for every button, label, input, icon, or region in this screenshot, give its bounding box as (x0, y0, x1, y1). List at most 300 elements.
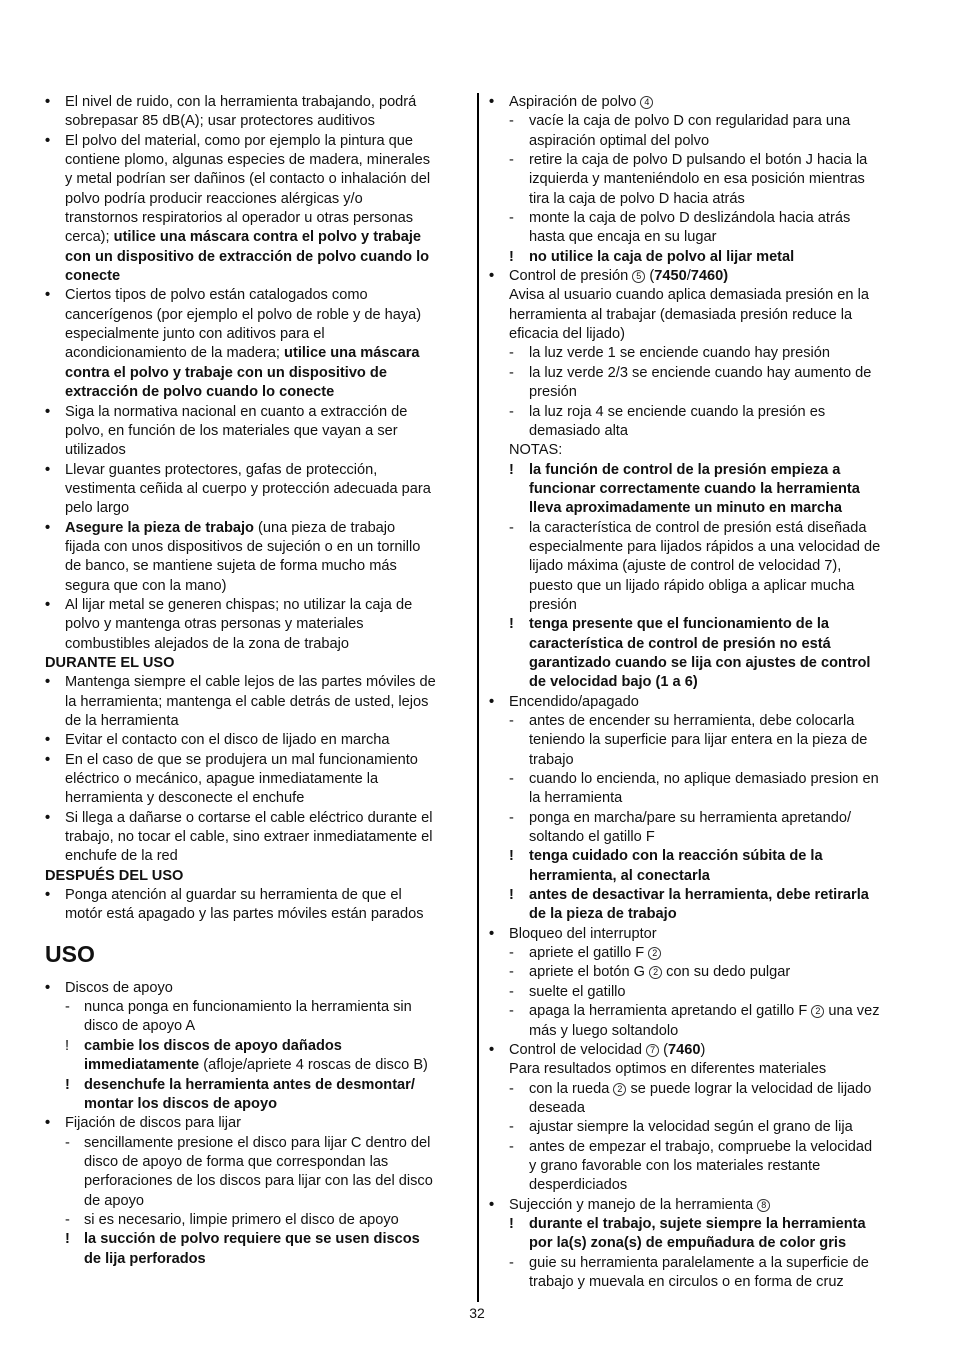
text-line (489, 461, 913, 480)
text-line (489, 867, 913, 886)
text-line (489, 577, 913, 596)
text-span: contiene plomo, algunas especies de madera, minerales (65, 152, 431, 169)
text-line (45, 886, 467, 905)
text-span: cancerígenos (por ejemplo el polvo de roble y de haya) (65, 306, 422, 323)
text-line (489, 1060, 913, 1079)
text-span: monte la caja de polvo D deslizándola hacia atrás (529, 210, 851, 227)
text-span: ( (659, 1041, 669, 1058)
text-span: ponga en marcha/pare su herramienta apretando/ (529, 809, 852, 826)
text-line (45, 557, 467, 576)
text-span: montar los discos de apoyo (84, 1095, 278, 1112)
text-line (45, 132, 467, 151)
text-span: la herramienta; mantenga el cable detrás de usted, lejos (65, 693, 429, 710)
text-line (489, 886, 913, 905)
text-span: nunca ponga en funcionamiento la herramienta sin (84, 999, 412, 1016)
text-line (489, 654, 913, 673)
text-span: la característica de control de presión está diseñada (529, 519, 867, 536)
text-line (45, 403, 467, 422)
text-span: aspiración optimal del polvo (529, 132, 710, 149)
text-span: trabajo (529, 751, 574, 768)
text-span: Si llega a dañarse o cortarse el cable eléctrico durante el (65, 809, 433, 826)
bullet-marker: • (45, 732, 51, 749)
dash-marker: - (509, 519, 514, 536)
text-span: y grano favorable con los materiales restante (529, 1157, 821, 1174)
text-line (489, 422, 913, 441)
text-line (45, 112, 467, 131)
warning-marker: ! (509, 461, 514, 478)
text-line (45, 209, 467, 228)
text-line (45, 364, 467, 383)
text-span: de lija perforados (84, 1250, 206, 1267)
text-line (489, 1234, 913, 1253)
text-line (489, 1254, 913, 1273)
text-span: utilice una máscara (284, 345, 420, 362)
column-divider (477, 93, 479, 1302)
text-line (489, 809, 913, 828)
text-span: eficacia del lijado) (509, 326, 626, 343)
text-span: tenga presente que el funcionamiento de la (529, 616, 830, 633)
text-span: trabajo y muevala en circulos o en forma de cruz (529, 1273, 844, 1290)
text-span: y metal podrían ser dañinos (el contacto o inhalación del (65, 171, 431, 188)
text-line (489, 1196, 913, 1215)
bullet-marker: • (489, 1196, 495, 1213)
figure-reference: 2 (648, 947, 661, 960)
text-line (45, 770, 467, 789)
text-span: antes de desactivar la herramienta, debe retirarla (529, 887, 869, 904)
text-line (489, 847, 913, 866)
text-line (45, 1230, 467, 1249)
text-span: cerca); (65, 229, 114, 246)
text-line (489, 364, 913, 383)
text-span: NOTAS: (509, 442, 563, 459)
text-span: hasta que encaja en su lugar (529, 229, 717, 246)
text-line (489, 1138, 913, 1157)
text-span: motór está apagado y las partes móviles están parados (65, 906, 424, 923)
text-span: con un dispositivo de extracción de polvo cuando lo (65, 248, 430, 265)
dash-marker: - (509, 113, 514, 130)
dash-marker: - (65, 999, 70, 1016)
text-line (489, 963, 913, 982)
text-span: lijado máxima (ajuste de control de velocidad 7), (529, 558, 842, 575)
text-line (45, 286, 467, 305)
text-line (489, 228, 913, 247)
text-span: Discos de apoyo (65, 979, 173, 996)
text-span: Mantenga siempre el cable lejos de las partes móviles de (65, 674, 436, 691)
warning-marker: ! (509, 248, 514, 265)
text-line (489, 944, 913, 963)
text-span: polvo podría producir reacciones alérgicas y/o (65, 190, 363, 207)
text-span: Sujección y manejo de la herramienta (509, 1196, 758, 1213)
text-line (489, 1022, 913, 1041)
text-line (45, 905, 467, 924)
bullet-marker: • (45, 287, 51, 304)
text-line (489, 170, 913, 189)
bullet-marker: • (489, 925, 495, 942)
text-span: durante el trabajo, sujete siempre la herramienta (529, 1215, 866, 1232)
figure-reference: 2 (649, 966, 662, 979)
right-column (489, 93, 913, 1292)
text-span: sobrepasar 85 dB(A); usar protectores auditivos (65, 113, 375, 130)
text-span: retire la caja de polvo D pulsando el botón J hacia la (529, 152, 868, 169)
text-span: Ponga atención al guardar su herramienta de que el (65, 887, 402, 904)
text-span: vacíe la caja de polvo D con regularidad para una (529, 113, 851, 130)
text-line (45, 325, 467, 344)
text-line (45, 789, 467, 808)
text-span: acondicionamiento de la madera; (65, 345, 285, 362)
text-line (45, 615, 467, 634)
text-line (45, 1192, 467, 1211)
text-span: Avisa al usuario cuando aplica demasiada presión en la (509, 287, 869, 304)
dash-marker: - (509, 771, 514, 788)
text-span: Control de velocidad (509, 1041, 647, 1058)
text-line (489, 731, 913, 750)
text-span: de apoyo (84, 1192, 145, 1209)
text-line (45, 480, 467, 499)
text-line (489, 248, 913, 267)
bullet-marker: • (45, 751, 51, 768)
text-line (489, 519, 913, 538)
text-span: Para resultados optimos en diferentes materiales (509, 1061, 827, 1078)
text-line (45, 1095, 467, 1114)
text-line (45, 190, 467, 209)
text-line (45, 673, 467, 692)
text-span: En el caso de que se produjera un mal funcionamiento (65, 751, 418, 768)
left-column (45, 93, 467, 1269)
text-span: (afloje/apriete 4 roscas de disco B) (199, 1057, 428, 1074)
text-line (489, 1157, 913, 1176)
text-span: herramienta, al conectarla (529, 867, 710, 884)
dash-marker: - (509, 403, 514, 420)
figure-reference: 7 (646, 1044, 659, 1057)
warning-marker: ! (509, 1215, 514, 1232)
figure-reference: 5 (632, 270, 645, 283)
text-line (489, 1002, 913, 1021)
text-span: una vez (824, 1003, 880, 1020)
text-span: soltando el gatillo F (529, 829, 655, 846)
text-span: antes de empezar el trabajo, compruebe la velocidad (529, 1138, 873, 1155)
text-line (45, 1076, 467, 1095)
warning-marker: ! (509, 616, 514, 633)
text-line (489, 1118, 913, 1137)
text-line (489, 441, 913, 460)
text-line (45, 499, 467, 518)
text-span: de velocidad bajo (1 a 6) (529, 674, 698, 691)
text-line (489, 1080, 913, 1099)
text-span: polvo y mantenga otras personas y materiales (65, 616, 364, 633)
text-span: por la(s) zona(s) de empuñadura de color gris (529, 1235, 847, 1252)
text-line (489, 828, 913, 847)
text-span: puesto que un lijado rápido obliga a aplicar mucha (529, 577, 855, 594)
text-span: Llevar guantes protectores, gafas de protección, (65, 461, 378, 478)
text-line (489, 403, 913, 422)
text-span: trabajo, no tocar el cable, sino extraer inmediatamente el (65, 829, 433, 846)
warning-marker: ! (509, 887, 514, 904)
text-span: la luz roja 4 se enciende cuando la presión es (529, 403, 826, 420)
text-span: utilizados (65, 442, 126, 459)
text-span: Fijación de discos para lijar (65, 1115, 242, 1132)
text-span: de banco, se mantiene sujeta de forma mucho más (65, 558, 397, 575)
bullet-marker: • (489, 693, 495, 710)
text-line (489, 789, 913, 808)
text-line (45, 1153, 467, 1172)
text-line (45, 1172, 467, 1191)
text-line (45, 1114, 467, 1133)
text-line (45, 867, 467, 886)
dash-marker: - (65, 1134, 70, 1151)
text-line (45, 519, 467, 538)
bullet-marker: • (45, 887, 51, 904)
dash-marker: - (509, 1080, 514, 1097)
text-line (489, 499, 913, 518)
text-span: ) (700, 1041, 706, 1058)
text-span: Al lijar metal se generen chispas; no utilizar la caja de (65, 596, 413, 613)
text-span: polvo, en función de los materiales que vayan a ser (65, 422, 398, 439)
dash-marker: - (509, 1254, 514, 1271)
text-span: desperdiciados (529, 1177, 628, 1194)
warning-marker: ! (65, 1037, 70, 1054)
dash-marker: - (509, 345, 514, 362)
text-line (489, 751, 913, 770)
text-line (489, 538, 913, 557)
warning-marker: ! (509, 848, 514, 865)
text-line (489, 1273, 913, 1292)
bullet-marker: • (489, 268, 495, 285)
text-line (489, 673, 913, 692)
text-line (45, 654, 467, 673)
text-span: teniendo la superficie para lijar entera en la pieza de (529, 732, 868, 749)
bullet-marker: • (489, 94, 495, 110)
text-span: lleva aproximadamente un minuto en marcha (529, 500, 843, 517)
text-line (489, 306, 913, 325)
text-span: herramienta al trabajar (demasiada presión reduce la (509, 306, 853, 323)
text-span: vestimenta ceñida al cuerpo y protección adecuada para (65, 480, 431, 497)
text-line (45, 577, 467, 596)
text-line (45, 1037, 467, 1056)
text-line (489, 286, 913, 305)
text-span: disco de apoyo de forma que correspondan las (84, 1153, 389, 1170)
text-span: presión (529, 384, 577, 401)
text-span: DURANTE EL USO (45, 654, 175, 671)
text-span: enchufe de la red (65, 848, 178, 865)
text-span: herramienta y desconecte el enchufe (65, 790, 305, 807)
text-span: deseada (529, 1099, 585, 1116)
text-line (45, 847, 467, 866)
text-span: guie su herramienta paralelamente a la superficie de (529, 1254, 869, 1271)
text-span: sencillamente presione el disco para lijar C dentro del (84, 1134, 431, 1151)
text-span: Bloqueo del interruptor (509, 925, 657, 942)
text-line (45, 228, 467, 247)
text-span: combustibles alejados de la zona de trabajo (65, 635, 349, 652)
text-span: la succión de polvo requiere que se usen discos (84, 1231, 420, 1248)
text-span: especialmente para lijados rápidos a una velocidad de (529, 538, 881, 555)
bullet-marker: • (45, 94, 51, 110)
text-span: USO (45, 940, 95, 967)
text-line (489, 905, 913, 924)
text-line (489, 132, 913, 151)
text-span: característica de control de presión no está (529, 635, 831, 652)
text-span: conecte (65, 268, 121, 285)
text-span: izquierda y manteniéndolo en esa posición mientras (529, 171, 865, 188)
text-span: fijada con unos dispositivos de sujeción o en un tornillo (65, 538, 421, 555)
text-span: ( (645, 268, 655, 285)
dash-marker: - (509, 964, 514, 981)
text-line (489, 209, 913, 228)
bullet-marker: • (45, 1115, 51, 1132)
text-span: pelo largo (65, 500, 130, 517)
text-line (489, 557, 913, 576)
text-line (489, 596, 913, 615)
text-span: contra el polvo y trabaje con un dispositivo de (65, 364, 387, 381)
text-span: 7450 (654, 268, 687, 285)
text-line (489, 480, 913, 499)
bullet-marker: • (45, 674, 51, 691)
bullet-marker: • (45, 461, 51, 478)
text-span: con su dedo pulgar (662, 964, 791, 981)
text-line (489, 1041, 913, 1060)
text-line (45, 596, 467, 615)
text-line (489, 1176, 913, 1195)
text-span: (una pieza de trabajo (253, 519, 396, 536)
text-line (45, 693, 467, 712)
text-line (45, 635, 467, 654)
text-span: con la rueda (529, 1080, 614, 1097)
text-line (489, 190, 913, 209)
text-span: suelte el gatillo (529, 983, 626, 1000)
text-span: no utilice la caja de polvo al lijar metal (529, 248, 795, 265)
text-span: especialmente junto con aditivos para el (65, 326, 325, 343)
text-span: 7460) (690, 268, 729, 285)
text-span: presión (529, 596, 577, 613)
text-span: apriete el botón G (529, 964, 650, 981)
text-line (489, 925, 913, 944)
text-line (45, 344, 467, 363)
dash-marker: - (65, 1211, 70, 1228)
figure-reference: 2 (613, 1083, 626, 1096)
bullet-marker: • (45, 809, 51, 826)
text-span: la luz verde 2/3 se enciende cuando hay aumento de (529, 364, 872, 381)
text-line (45, 93, 467, 112)
text-span: extracción de polvo cuando lo conecte (65, 384, 335, 401)
text-span: demasiado alta (529, 422, 628, 439)
text-line (45, 170, 467, 189)
text-span: antes de encender su herramienta, debe colocarla (529, 713, 855, 729)
text-line (489, 712, 913, 731)
text-line (45, 248, 467, 267)
dash-marker: - (509, 1003, 514, 1020)
text-span: immediatamente (84, 1057, 200, 1074)
text-span: de la pieza de trabajo (529, 906, 677, 923)
text-line (45, 1134, 467, 1153)
text-span: DESPUÉS DEL USO (45, 867, 184, 884)
text-line (45, 441, 467, 460)
text-span: tenga cuidado con la reacción súbita de la (529, 848, 823, 865)
text-span: cambie los discos de apoyo dañados (84, 1037, 342, 1054)
text-line (45, 712, 467, 731)
text-span: Encendido/apagado (509, 693, 639, 710)
text-line (45, 1250, 467, 1269)
page-number: 32 (469, 1305, 485, 1321)
text-line (45, 422, 467, 441)
text-line (45, 267, 467, 286)
text-span: eléctrico o mecánico, apague inmediatamente la (65, 771, 379, 788)
text-span: disco de apoyo A (84, 1018, 196, 1035)
text-line (45, 1017, 467, 1036)
dash-marker: - (509, 809, 514, 826)
text-span: El polvo del material, como por ejemplo la pintura que (65, 132, 414, 149)
bullet-marker: • (45, 979, 51, 996)
text-span: garantizado cuando se lija con ajustes de control (529, 654, 871, 671)
text-span: la función de control de la presión empieza a (529, 461, 841, 478)
warning-marker: ! (65, 1231, 70, 1248)
figure-reference: 2 (811, 1005, 824, 1018)
text-line (489, 983, 913, 1002)
text-line (489, 1215, 913, 1234)
text-span: segura que con la mano) (65, 577, 227, 594)
text-span: si es necesario, limpie primero el disco de apoyo (84, 1211, 399, 1228)
bullet-marker: • (489, 1041, 495, 1058)
text-span: Ciertos tipos de polvo están catalogados como (65, 287, 368, 304)
text-span: transtornos respiratorios al operador u otras personas (65, 210, 413, 227)
text-line (45, 151, 467, 170)
text-span: cuando lo encienda, no aplique demasiado presion en (529, 771, 879, 788)
text-line (489, 267, 913, 286)
text-line (45, 306, 467, 325)
text-span: funcionar correctamente cuando la herramienta (529, 480, 860, 497)
bullet-marker: • (45, 596, 51, 613)
text-line (489, 383, 913, 402)
dash-marker: - (509, 210, 514, 227)
text-span: la luz verde 1 se enciende cuando hay presión (529, 345, 830, 362)
text-line (45, 1211, 467, 1230)
text-line (45, 828, 467, 847)
text-line (489, 112, 913, 131)
text-line (45, 1056, 467, 1075)
bullet-marker: • (45, 403, 51, 420)
text-span: tira la caja de polvo D hacia atrás (529, 190, 745, 207)
text-span: Evitar el contacto con el disco de lijado en marcha (65, 732, 390, 749)
text-line (489, 325, 913, 344)
section-heading (45, 941, 467, 967)
text-line (489, 770, 913, 789)
text-span: Control de presión (509, 268, 633, 285)
dash-marker: - (509, 983, 514, 1000)
figure-reference: 4 (640, 96, 653, 109)
dash-marker: - (509, 1138, 514, 1155)
text-span: El nivel de ruido, con la herramienta trabajando, podrá (65, 94, 417, 110)
text-line (45, 538, 467, 557)
dash-marker: - (509, 152, 514, 169)
warning-marker: ! (65, 1076, 70, 1093)
text-span: utilice una máscara contra el polvo y trabaje (113, 229, 422, 246)
text-line (489, 93, 913, 112)
text-span: desenchufe la herramienta antes de desmontar/ (84, 1076, 415, 1093)
text-line (45, 979, 467, 998)
text-line (45, 751, 467, 770)
text-span: apaga la herramienta apretando el gatillo F (529, 1003, 812, 1020)
text-span: la herramienta (529, 790, 623, 807)
text-span: Asegure la pieza de trabajo (65, 519, 254, 536)
text-line (45, 461, 467, 480)
text-span: Aspiración de polvo (509, 94, 641, 110)
text-line (45, 383, 467, 402)
bullet-marker: • (45, 519, 51, 536)
bullet-marker: • (45, 132, 51, 149)
dash-marker: - (509, 713, 514, 729)
text-line (489, 151, 913, 170)
text-line (489, 344, 913, 363)
dash-marker: - (509, 945, 514, 962)
dash-marker: - (509, 364, 514, 381)
